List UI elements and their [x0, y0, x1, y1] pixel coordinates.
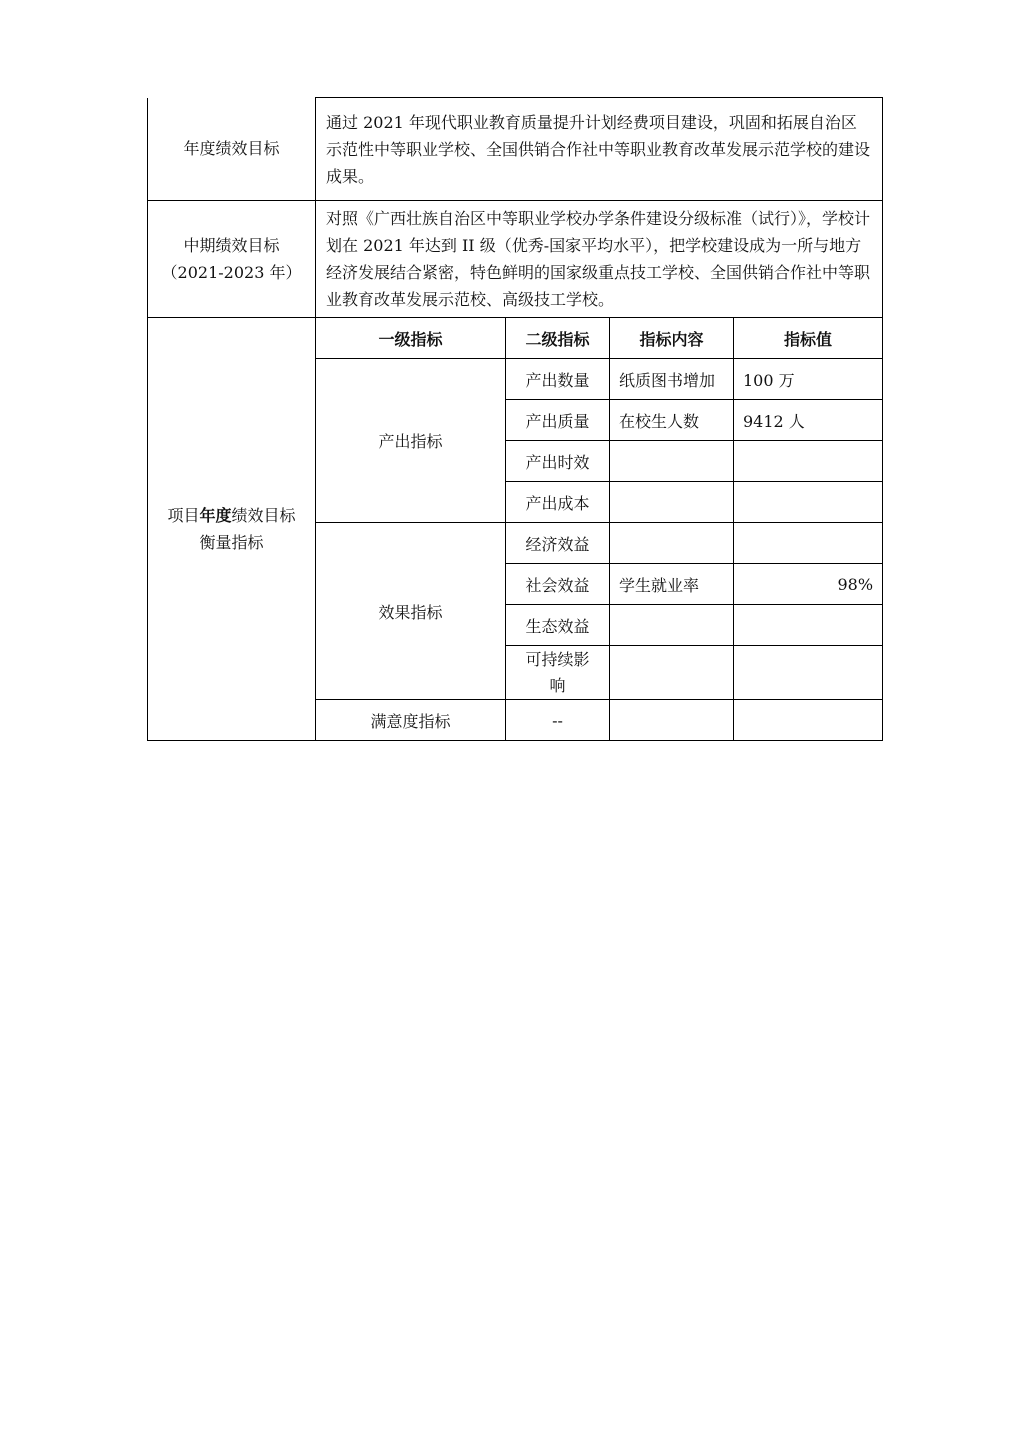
level2-cell: [506, 646, 610, 700]
content-cell: [610, 441, 734, 482]
level2-cell: --: [506, 700, 610, 741]
level2-line2: 响: [549, 675, 566, 695]
performance-goal-table: [147, 97, 883, 741]
value-cell: [734, 646, 883, 700]
midterm-goal-text: 对照《广西壮族自治区中等职业学校办学条件建设分级标准（试行）》，学校计划在 2021 年达到 II 级（优秀-国家平均水平），把学校建设成为一所与地方经济发展结合紧密，特色鲜明的国家级重点技工学校、全国供销合作社中等职业教育改革发展示范校、高级技工学校。: [316, 201, 883, 318]
midterm-goal-row: [148, 201, 883, 318]
output-indicator-label: 产出指标: [316, 359, 506, 523]
indicator-label-bold: 年度: [199, 506, 232, 525]
value-cell: [734, 700, 883, 741]
midterm-goal-label: [148, 201, 316, 318]
content-cell: 纸质图书增加: [610, 359, 734, 400]
level2-line1: 可持续影: [525, 649, 590, 669]
value-cell: [734, 605, 883, 646]
content-cell: [610, 700, 734, 741]
indicator-label-suffix: 绩效目标: [231, 506, 296, 525]
value-cell: 9412 人: [734, 400, 883, 441]
annual-goal-text: 通过 2021 年现代职业教育质量提升计划经费项目建设，巩固和拓展自治区示范性中等职业学校、全国供销合作社中等职业教育改革发展示范学校的建设成果。: [316, 98, 883, 201]
content-cell: [610, 605, 734, 646]
level2-cell: 生态效益: [506, 605, 610, 646]
level2-cell: 产出数量: [506, 359, 610, 400]
content-cell: [610, 523, 734, 564]
satisfaction-indicator-label: 满意度指标: [316, 700, 506, 741]
indicator-label-line2: 衡量指标: [199, 533, 264, 552]
header-level1: 一级指标: [316, 318, 506, 359]
value-cell: 98%: [734, 564, 883, 605]
indicator-label-prefix: 项目: [167, 506, 200, 525]
indicator-section-label: [148, 318, 316, 741]
content-cell: [610, 646, 734, 700]
annual-goal-label: 年度绩效目标: [148, 98, 316, 201]
level2-cell: 产出时效: [506, 441, 610, 482]
content-cell: 学生就业率: [610, 564, 734, 605]
value-cell: [734, 441, 883, 482]
value-cell: 100 万: [734, 359, 883, 400]
level2-cell: 社会效益: [506, 564, 610, 605]
level2-cell: 产出质量: [506, 400, 610, 441]
header-content: 指标内容: [610, 318, 734, 359]
value-cell: [734, 482, 883, 523]
value-cell: [734, 523, 883, 564]
midterm-goal-label-line1: 中期绩效目标: [183, 236, 280, 255]
effect-indicator-label: 效果指标: [316, 523, 506, 700]
indicator-header-row: [148, 318, 883, 359]
level2-cell: 经济效益: [506, 523, 610, 564]
content-cell: [610, 482, 734, 523]
annual-goal-row: [148, 98, 883, 201]
header-value: 指标值: [734, 318, 883, 359]
content-cell: 在校生人数: [610, 400, 734, 441]
header-level2: 二级指标: [506, 318, 610, 359]
midterm-goal-label-line2: （2021-2023 年）: [161, 263, 302, 282]
level2-cell: 产出成本: [506, 482, 610, 523]
